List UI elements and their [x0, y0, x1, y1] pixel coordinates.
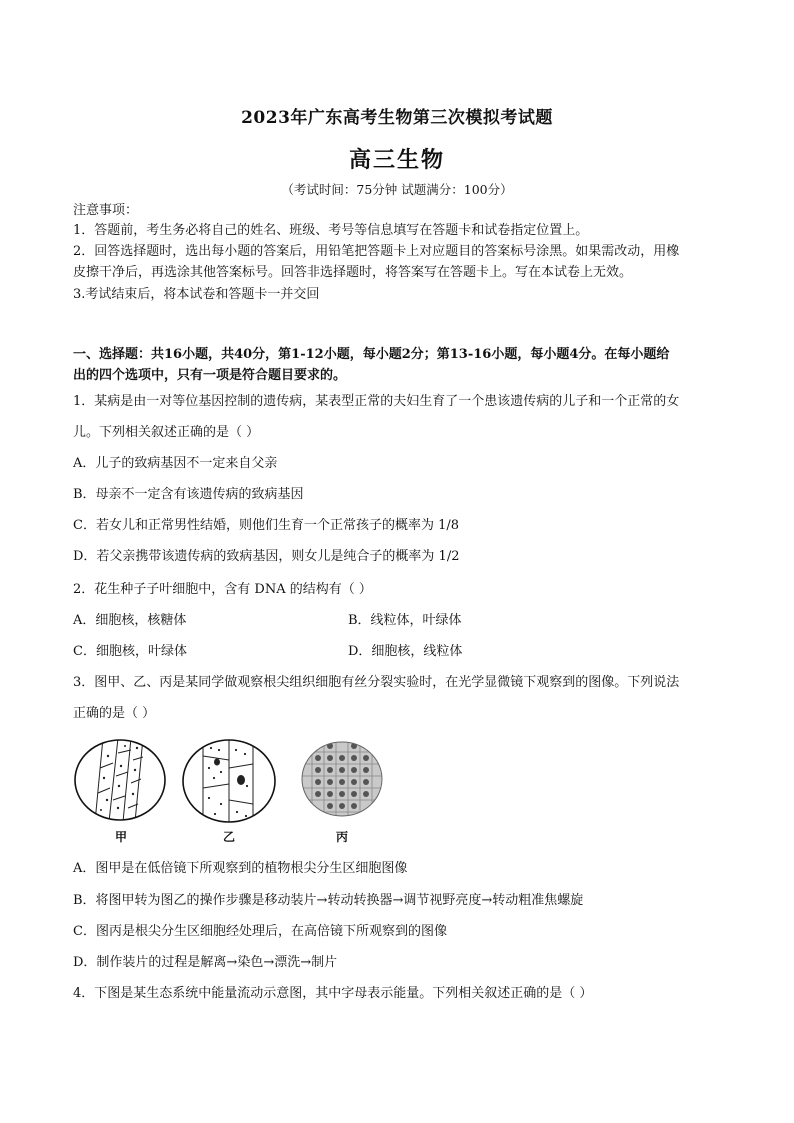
- notice-item: 1．答题前，考生务必将自己的姓名、班级、考号等信息填写在答题卡和试卷指定位置上。: [73, 223, 589, 238]
- option-d: D．若父亲携带该遗传病的致病基因，则女儿是纯合子的概率为 1/2: [73, 549, 460, 564]
- option-d: D．细胞核，线粒体: [348, 644, 463, 659]
- section-heading: 一、选择题：共16小题，共40分，第1-12小题，每小题2分；第13-16小题，每小题4分。在每小题给: [73, 347, 670, 362]
- option-d: D．制作装片的过程是解离→染色→漂洗→制片: [73, 955, 338, 970]
- question-4-stem: 4．下图是某生态系统中能量流动示意图，其中字母表示能量。下列相关叙述正确的是（ ）: [73, 986, 593, 1001]
- question-stem: 3．图甲、乙、丙是某同学做观察根尖组织细胞有丝分裂实验时，在光学显微镜下观察到的图像。下列说法: [73, 675, 680, 690]
- microscope-figure-yi: [181, 738, 277, 824]
- option-b: B．母亲不一定含有该遗传病的致病基因: [73, 487, 304, 502]
- exam-subtitle: 高三生物: [348, 147, 445, 173]
- notice-item: 3.考试结束后，将本试卷和答题卡一并交回: [73, 287, 320, 302]
- microscope-figure-bing: [300, 740, 384, 818]
- option-c: C．图丙是根尖分生区细胞经处理后，在高倍镜下所观察到的图像: [73, 924, 447, 939]
- option-a: A．儿子的致病基因不一定来自父亲: [73, 456, 278, 471]
- option-a: A．图甲是在低倍镜下所观察到的植物根尖分生区细胞图像: [73, 861, 408, 876]
- figure-label: 乙: [222, 830, 235, 844]
- option-c: C．细胞核，叶绿体: [73, 644, 187, 659]
- question-stem-cont: 正确的是（ ）: [73, 706, 156, 721]
- option-b: B．线粒体，叶绿体: [348, 613, 462, 628]
- figure-label: 甲: [114, 830, 127, 844]
- notice-item: 2．回答选择题时，选出每小题的答案后，用铅笔把答题卡上对应题目的答案标号涂黑。如果需改动，用橡: [73, 244, 680, 259]
- section-heading-cont: 出的四个选项中，只有一项是符合题目要求的。: [73, 368, 347, 383]
- option-a: A．细胞核，核糖体: [73, 613, 187, 628]
- microscope-figure-jia: [73, 738, 167, 822]
- question-stem: 2．花生种子子叶细胞中，含有 DNA 的结构有（ ）: [73, 582, 372, 597]
- option-c: C．若女儿和正常男性结婚，则他们生育一个正常孩子的概率为 1/8: [73, 518, 460, 533]
- figure-label: 丙: [335, 830, 348, 844]
- notice-item: 皮擦干净后，再选涂其他答案标号。回答非选择题时，将答案写在答题卡上。写在本试卷上无效。: [73, 265, 633, 280]
- exam-title: 2023年广东高考生物第三次模拟考试题: [241, 108, 553, 128]
- notice-heading: 注意事项：: [73, 203, 139, 218]
- question-stem-cont: 儿。下列相关叙述正确的是（ ）: [73, 425, 260, 440]
- question-stem: 1．某病是由一对等位基因控制的遗传病，某表型正常的夫妇生育了一个患该遗传病的儿子和一个正常的女: [73, 394, 680, 409]
- exam-info: （考试时间：75分钟 试题满分：100分）: [281, 182, 513, 197]
- option-b: B．将图甲转为图乙的操作步骤是移动装片→转动转换器→调节视野亮度→转动粗准焦螺旋: [73, 893, 584, 908]
